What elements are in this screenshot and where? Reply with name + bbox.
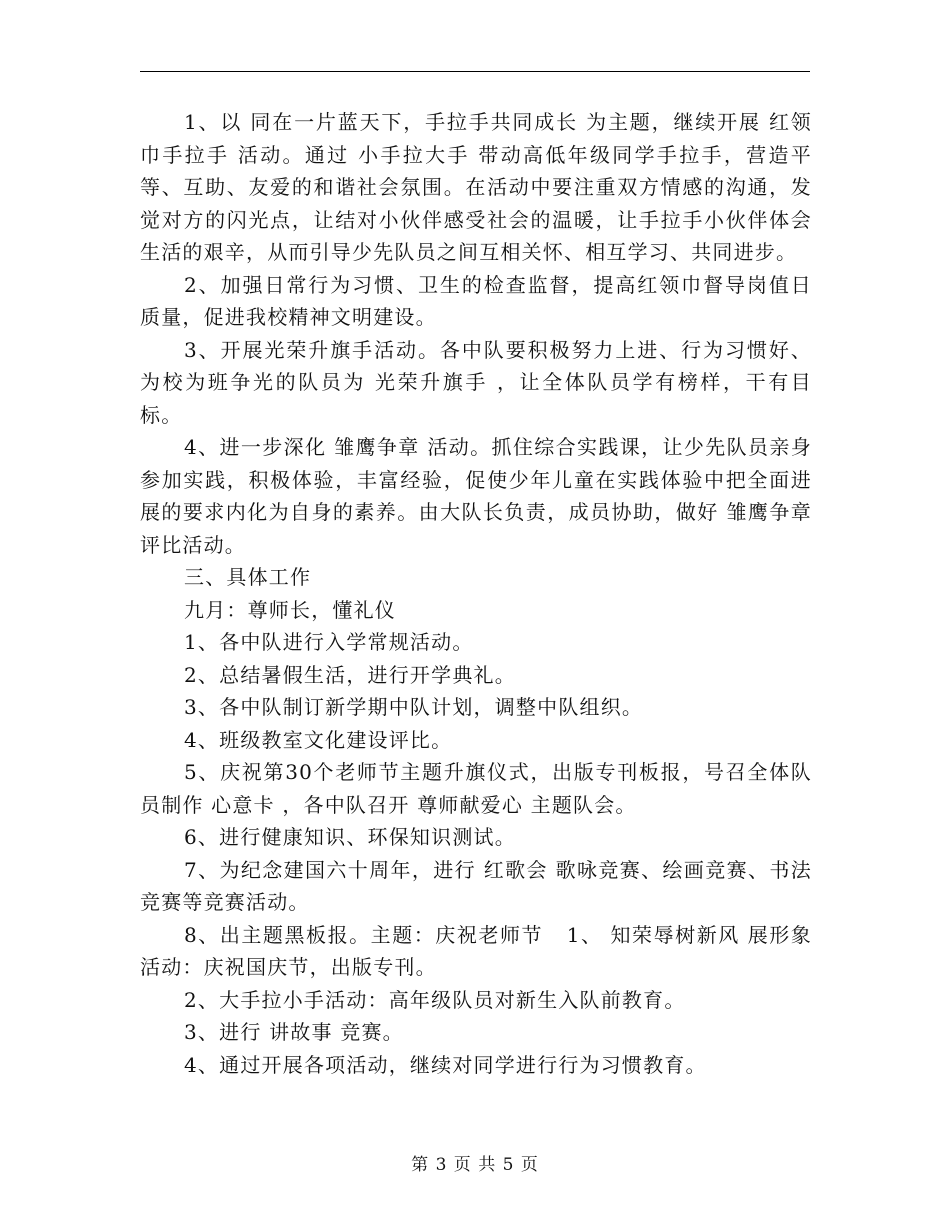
paragraph-activity-4: 4、进一步深化 雏鹰争章 活动。抓住综合实践课，让少先队员亲身参加实践，积极体验，丰富经验，促使少年儿童在实践体验中把全面进展的要求内化为自身的素养。由大队长负责，成员协助，做好 雏鹰争章 评比活动。 <box>140 435 820 557</box>
list-item: 2、大手拉小手活动：高年级队员对新生入队前教育。 <box>184 987 686 1012</box>
section-heading: 三、具体工作 <box>184 565 312 589</box>
paragraph-activity-2: 2、加强日常行为习惯、卫生的检查监督，提高红领巾督导岗值日质量，促进我校精神文明建设。 <box>140 272 812 329</box>
list-item: 6、进行健康知识、环保知识测试。 <box>184 825 516 849</box>
list-item: 1、各中队进行入学常规活动。 <box>184 630 474 654</box>
list-item: 7、为纪念建国六十周年，进行 红歌会 歌咏竞赛、绘画竞赛、书法竞赛等竞赛活动。 <box>140 857 812 914</box>
list-item: 8、出主题黑板报。主题：庆祝老师节 1、 知荣辱树新风 展形象 活动：庆祝国庆节，出版专刊。 <box>140 922 820 979</box>
list-item: 3、各中队制订新学期中队计划，调整中队组织。 <box>184 695 644 719</box>
list-item: 3、进行 讲故事 竞赛。 <box>184 1020 404 1044</box>
list-item: 4、班级教室文化建设评比。 <box>184 727 453 752</box>
document-body <box>140 106 820 1081</box>
month-heading-september: 九月：尊师长，懂礼仪 <box>184 597 396 622</box>
header-rule <box>140 71 810 72</box>
list-item: 4、通过开展各项活动，继续对同学进行行为习惯教育。 <box>184 1052 707 1077</box>
paragraph-activity-3: 3、开展光荣升旗手活动。各中队要积极努力上进、行为习惯好、为校为班争光的队员为 光荣升旗手 ，让全体队员学有榜样，干有目标。 <box>140 337 812 427</box>
list-item: 5、庆祝第30个老师节主题升旗仪式，出版专刊板报，号召全体队员制作 心意卡 ，各中队召开 尊师献爱心 主题队会。 <box>140 760 812 817</box>
page-number: 第 3 页 共 5 页 <box>411 1155 539 1175</box>
paragraph-activity-1: 1、以 同在一片蓝天下，手拉手共同成长 为主题，继续开展 红领巾手拉手 活动。通过 小手拉大手 带动高低年级同学手拉手，营造平等、互助、友爱的和谐社会氛围。在活动中要注重双方情感的沟通，发觉对方的闪光点，让结对小伙伴感受社会的温暖，让手拉手小伙伴体会生活的艰辛，从而引导少先队员之间互相关怀、相互学习、共同进步。 <box>140 110 812 264</box>
list-item: 2、总结暑假生活，进行开学典礼。 <box>184 662 516 687</box>
